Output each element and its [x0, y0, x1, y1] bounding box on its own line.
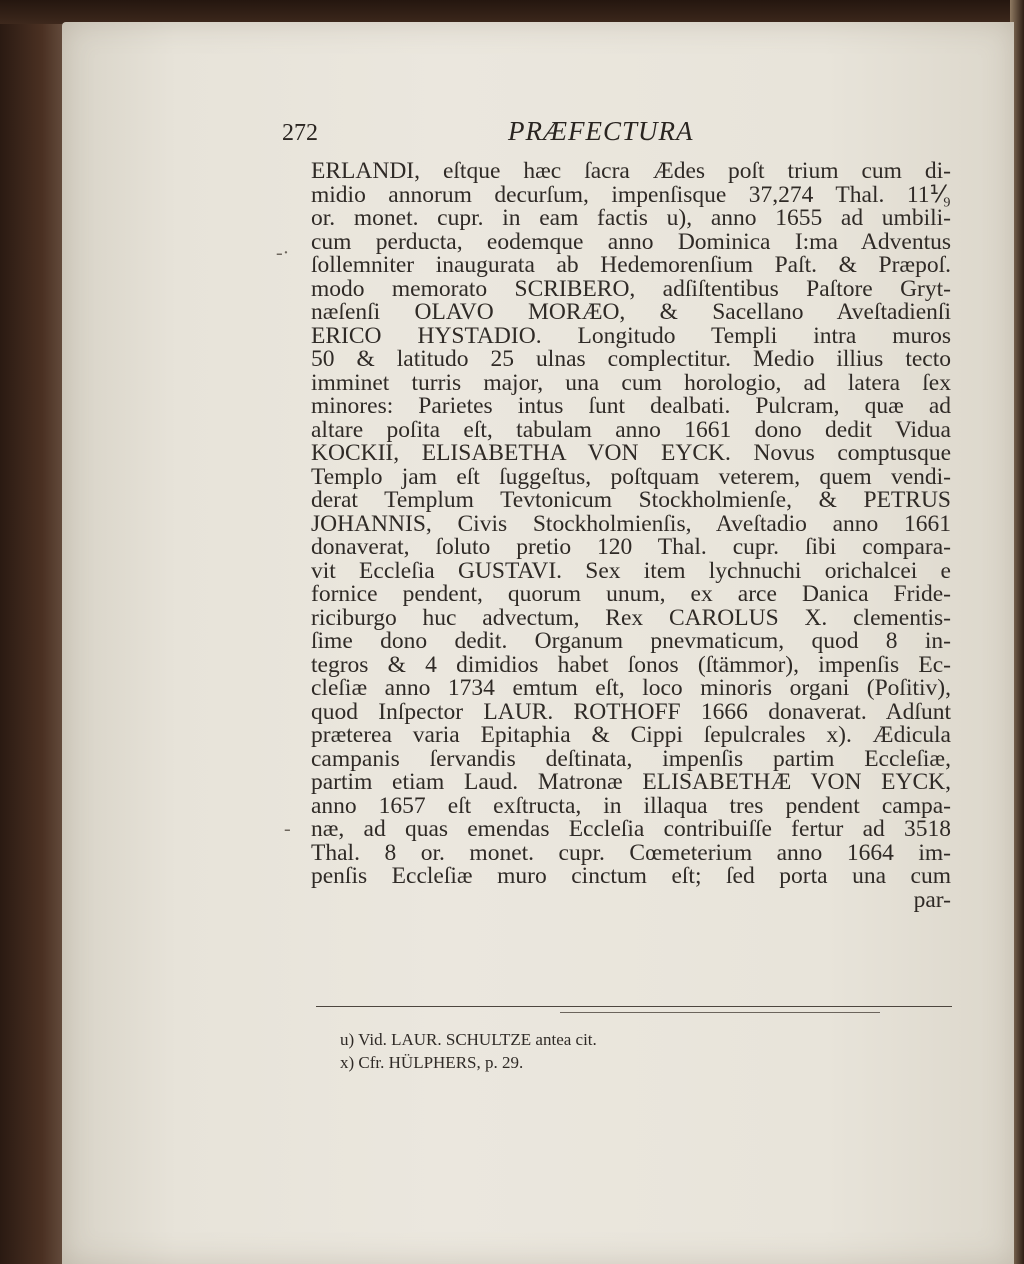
footnote-rule [316, 1006, 952, 1007]
text-line: penſis Eccleſiæ muro cinctum eſt; ſed porta una cum [311, 863, 951, 889]
text-line: ERICO HYSTADIO. Longitudo Templi intra muros [311, 322, 951, 349]
text-line: fornice pendent, quorum unum, ex arce Danica Fride- [311, 581, 951, 607]
page-number: 272 [282, 120, 318, 146]
margin-mark-dash: -· [276, 242, 290, 264]
scan-background-left [0, 0, 70, 1264]
text-line: midio annorum decurſum, impenſisque 37,274 Thal. 11⅟₉ [311, 181, 951, 208]
text-line: campanis ſervandis deſtinata, impenſis partim Eccleſiæ, [311, 745, 951, 772]
text-line: imminet turris major, una cum horologio, ad latera ſex [311, 369, 951, 396]
text-line: or. monet. cupr. in eam factis u), anno 1655 ad umbili- [311, 205, 951, 231]
text-line: anno 1657 eſt exſtructa, in illaqua tres pendent campa- [311, 792, 951, 819]
catchword: par- [913, 886, 951, 913]
footnotes [340, 1028, 900, 1074]
text-line: ſollemniter inaugurata ab Hedemorenſium Paſt. & Præpoſ. [311, 252, 951, 278]
page-header [282, 112, 782, 152]
text-line: Thal. 8 or. monet. cupr. Cœmeterium anno 1664 im- [311, 839, 951, 866]
text-line: JOHANNIS, Civis Stockholmienſis, Aveſtadio anno 1661 [311, 510, 951, 537]
text-line: derat Templum Tevtonicum Stockholmienſe, & PETRUS [311, 487, 951, 513]
text-line: Templo jam eſt ſuggeſtus, poſtquam veterem, quem vendi- [311, 463, 951, 490]
text-line: cleſiæ anno 1734 emtum eſt, loco minoris organi (Poſitiv), [311, 675, 951, 701]
text-line: ſime dono dedit. Organum pnevmaticum, quod 8 in- [311, 628, 951, 654]
running-title: PRÆFECTURA [508, 116, 694, 146]
text-line: præterea varia Epitaphia & Cippi ſepulcrales x). Ædicula [311, 722, 951, 748]
text-line: quod Inſpector LAUR. ROTHOFF 1666 donaverat. Adſunt [311, 698, 951, 725]
text-line: altare poſita eſt, tabulam anno 1661 dono dedit Vidua [311, 416, 951, 443]
text-line: partim etiam Laud. Matronæ ELISABETHÆ VON EYCK, [311, 769, 951, 795]
text-line: cum perducta, eodemque anno Dominica I:ma Adventus [311, 228, 951, 255]
text-line: KOCKII, ELISABETHA VON EYCK. Novus comptusque [311, 440, 951, 466]
text-line: ERLANDI, eſtque hæc ſacra Ædes poſt trium cum di- [311, 158, 951, 184]
text-line: minores: Parietes intus ſunt dealbati. Pulcram, quæ ad [311, 393, 951, 419]
text-line: vit Eccleſia GUSTAVI. Sex item lychnuchi orichalcei e [311, 557, 951, 584]
footnote-x: x) Cfr. HÜLPHERS, p. 29. [340, 1053, 524, 1072]
body-text [311, 160, 951, 912]
text-line: næſenſi OLAVO MORÆO, & Sacellano Aveſtadienſi [311, 299, 951, 325]
text-line: modo memorato SCRIBERO, adſiſtentibus Paſtore Gryt- [311, 275, 951, 302]
text-line: næ, ad quas emendas Eccleſia contribuiſſe fertur ad 3518 [311, 816, 951, 842]
margin-mark-dash-2: - [284, 818, 291, 840]
text-line: 50 & latitudo 25 ulnas complectitur. Medio illius tecto [311, 346, 951, 372]
text-line: riciburgo huc advectum, Rex CAROLUS X. clementis- [311, 604, 951, 631]
footnote-rule-short [560, 1012, 880, 1013]
text-line: tegros & 4 dimidios habet ſonos (ſtämmor), impenſis Ec- [311, 651, 951, 678]
footnote-u: u) Vid. LAUR. SCHULTZE antea cit. [340, 1030, 597, 1049]
scan-background-top [0, 0, 1024, 24]
text-line: donaverat, ſoluto pretio 120 Thal. cupr. ſibi compara- [311, 534, 951, 560]
